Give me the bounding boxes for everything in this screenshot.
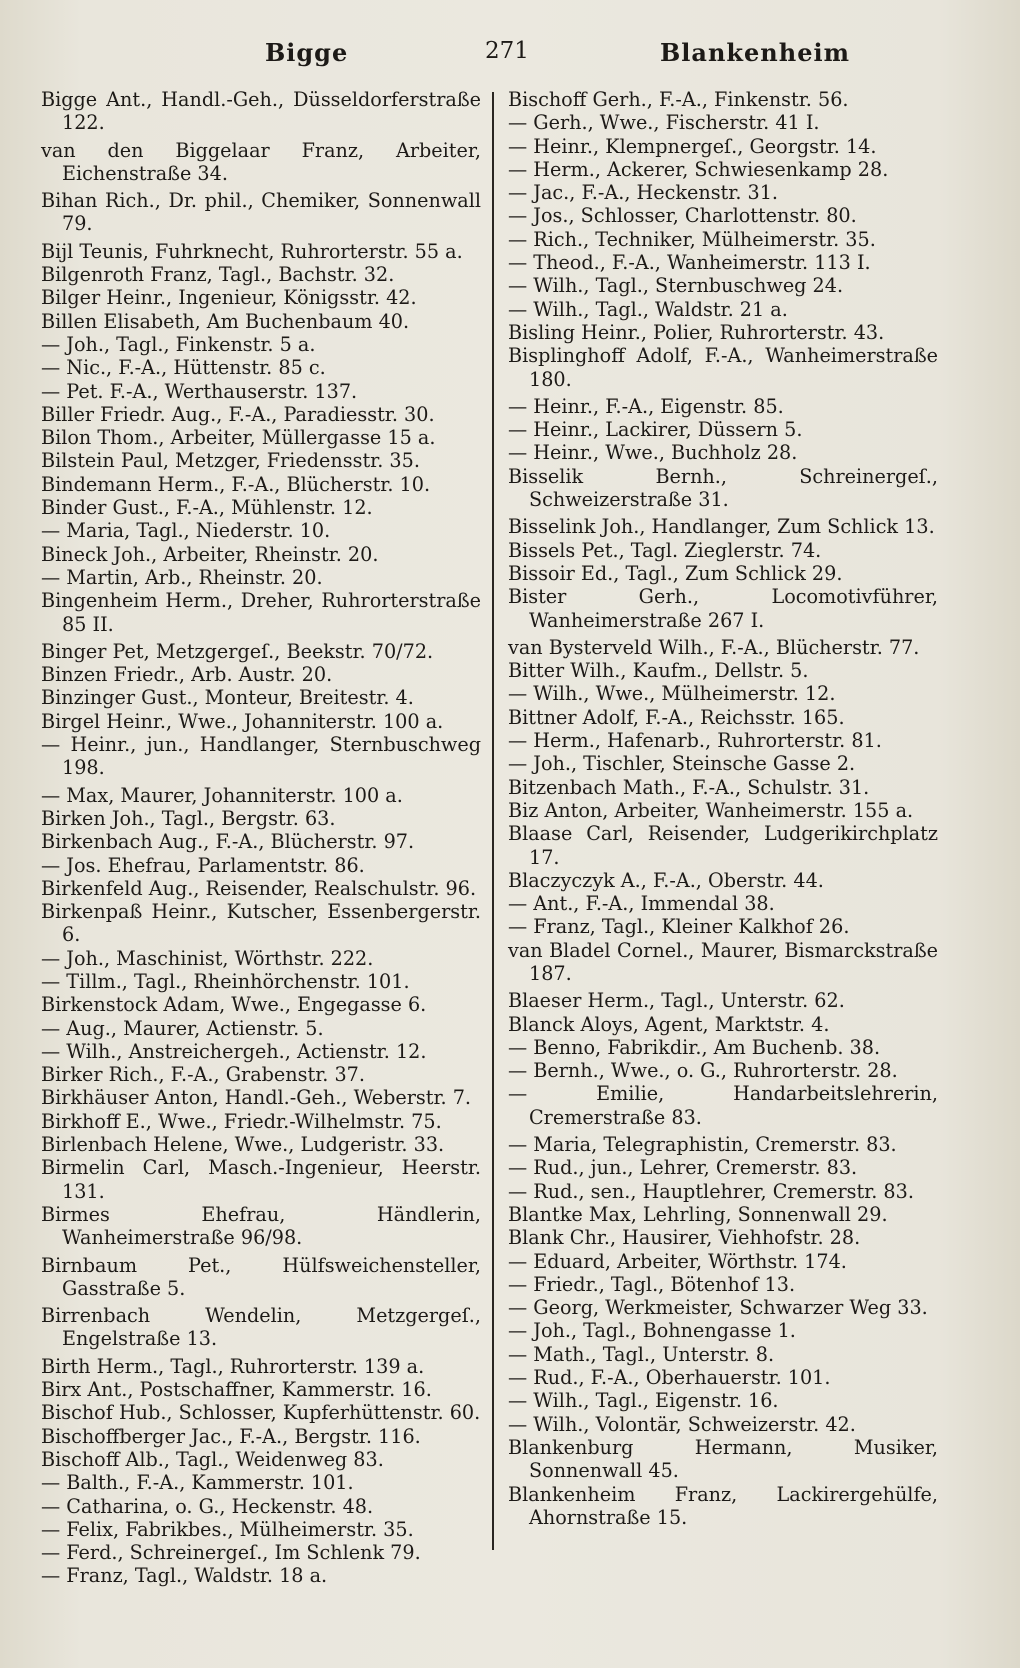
directory-entry: Birx Ant., Postschaffner, Kammerstr. 16. (41, 1378, 432, 1402)
directory-entry: Blaase Carl, Reisender, Ludgerikirchplatz 17. (508, 822, 938, 869)
directory-entry: Blantke Max, Lehrling, Sonnenwall 29. (508, 1202, 888, 1226)
directory-entry: — Benno, Fabrikdir., Am Buchenb. 38. (508, 1035, 881, 1059)
directory-entry: — Bernh., Wwe., o. G., Ruhrorterstr. 28. (508, 1059, 898, 1083)
directory-entry: Bitter Wilh., Kaufm., Dellstr. 5. (508, 659, 809, 683)
directory-entry: van den Biggelaar Franz, Arbeiter, Eichenstraße 34. (41, 138, 481, 185)
directory-entry: — Eduard, Arbeiter, Wörthstr. 174. (508, 1249, 847, 1273)
directory-entry: — Joh., Tischler, Steinsche Gasse 2. (508, 752, 856, 776)
directory-entry: — Heinr., Lackirer, Düssern 5. (508, 418, 803, 442)
directory-entry: Bilger Heinr., Ingenieur, Königsstr. 42. (41, 286, 417, 310)
directory-entry: — Tillm., Tagl., Rheinhörchenstr. 101. (41, 969, 410, 993)
directory-entry: — Franz, Tagl., Waldstr. 18 a. (41, 1564, 328, 1588)
directory-entry: — Georg, Werkmeister, Schwarzer Weg 33. (508, 1296, 928, 1320)
directory-entry: — Rud., sen., Hauptlehrer, Cremerstr. 83. (508, 1179, 914, 1203)
directory-entry: Bischoff Alb., Tagl., Weidenweg 83. (41, 1447, 384, 1471)
directory-entry: Bihan Rich., Dr. phil., Chemiker, Sonnenwall 79. (41, 189, 481, 236)
directory-entry: Birmes Ehefrau, Händlerin, Wanheimerstraße 96/98. (41, 1202, 481, 1250)
directory-entry: — Ferd., Schreinergeſ., Im Schlenk 79. (41, 1541, 421, 1565)
directory-entry: Blanck Aloys, Agent, Marktstr. 4. (508, 1012, 830, 1036)
directory-entry: — Wilh., Volontär, Schweizerstr. 42. (508, 1412, 856, 1436)
directory-entry: Birkenstock Adam, Wwe., Engegasse 6. (41, 993, 427, 1017)
directory-entry: Bissels Pet., Tagl. Zieglerstr. 74. (508, 538, 822, 562)
directory-entry: Birmelin Carl, Masch.-Ingenieur, Heerstr. 131. (41, 1156, 481, 1203)
directory-entry: Birlenbach Helene, Wwe., Ludgeristr. 33. (41, 1133, 445, 1157)
directory-entry: Bindemann Herm., F.-A., Blücherstr. 10. (41, 472, 431, 496)
directory-entry: — Heinr., Wwe., Buchholz 28. (508, 441, 798, 465)
directory-entry: — Emilie, Handarbeitslehrerin, Cremerstraße 83. (508, 1082, 938, 1129)
directory-entry: — Max, Maurer, Johanniterstr. 100 a. (41, 783, 403, 807)
directory-entry: — Rich., Techniker, Mülheimerstr. 35. (508, 227, 876, 251)
directory-entry: — Ant., F.-A., Immendal 38. (508, 892, 775, 916)
directory-entry: Bissoir Ed., Tagl., Zum Schlick 29. (508, 561, 843, 585)
directory-entry: Birker Rich., F.-A., Grabenstr. 37. (41, 1063, 365, 1087)
directory-entry: — Wilh., Tagl., Eigenstr. 16. (508, 1389, 779, 1413)
directory-entry: Bisselik Bernh., Schreinergeſ., Schweizerstraße 31. (508, 464, 938, 512)
directory-entry: Bisplinghoff Adolf, F.-A., Wanheimerstraße 180. (508, 344, 938, 391)
directory-entry: Birkenbach Aug., F.-A., Blücherstr. 97. (41, 830, 415, 854)
directory-entry: — Friedr., Tagl., Bötenhof 13. (508, 1272, 796, 1296)
directory-entry: Bilon Thom., Arbeiter, Müllergasse 15 a. (41, 426, 436, 450)
directory-entry: Bineck Joh., Arbeiter, Rheinstr. 20. (41, 542, 379, 566)
directory-entry: — Heinr., jun., Handlanger, Sternbuschweg 198. (41, 733, 481, 780)
directory-entry: Birgel Heinr., Wwe., Johanniterstr. 100 a. (41, 709, 444, 733)
directory-entry: — Wilh., Anstreichergeh., Actienstr. 12. (41, 1039, 427, 1063)
directory-entry: Blaeser Herm., Tagl., Unterstr. 62. (508, 989, 845, 1013)
directory-entry: — Jos. Ehefrau, Parlamentstr. 86. (41, 853, 365, 877)
directory-entry: Birkenpaß Heinr., Kutscher, Essenbergerstr. 6. (41, 900, 481, 947)
page-header (40, 38, 850, 72)
directory-entry: — Maria, Telegraphistin, Cremerstr. 83. (508, 1133, 897, 1157)
directory-entry: — Heinr., F.-A., Eigenstr. 85. (508, 394, 784, 418)
directory-entry: Blankenheim Franz, Lackirergehülfe, Ahornstraße 15. (508, 1482, 938, 1529)
directory-entry: — Gerh., Wwe., Fischerstr. 41 I. (508, 111, 820, 135)
directory-entry: — Balth., F.-A., Kammerstr. 101. (41, 1471, 354, 1495)
directory-entry: — Maria, Tagl., Niederstr. 10. (41, 519, 331, 543)
directory-entry: Bischoffberger Jac., F.-A., Bergstr. 116. (41, 1424, 421, 1448)
directory-entry: — Rud., F.-A., Oberhauerstr. 101. (508, 1366, 831, 1390)
directory-entry: Birth Herm., Tagl., Ruhrorterstr. 139 a. (41, 1354, 425, 1378)
directory-entry: Birken Joh., Tagl., Bergstr. 63. (41, 806, 336, 830)
directory-entry: — Jos., Schlosser, Charlottenstr. 80. (508, 204, 857, 228)
directory-entry: — Joh., Maschinist, Wörthstr. 222. (41, 946, 374, 970)
directory-entry: Birkhoff E., Wwe., Friedr.-Wilhelmstr. 75. (41, 1109, 442, 1133)
directory-entry: — Rud., jun., Lehrer, Cremerstr. 83. (508, 1156, 858, 1180)
header-first-entry: Bigge (265, 38, 349, 67)
directory-entry: Binzinger Gust., Monteur, Breitestr. 4. (41, 686, 414, 710)
directory-entry: Biz Anton, Arbeiter, Wanheimerstr. 155 a. (508, 798, 914, 822)
page-number: 271 (485, 38, 529, 64)
directory-entry: — Martin, Arb., Rheinstr. 20. (41, 565, 323, 589)
directory-entry: Blaczyczyk A., F.-A., Oberstr. 44. (508, 868, 824, 892)
directory-entry: — Heinr., Klempnergeſ., Georgstr. 14. (508, 134, 877, 158)
directory-entry: Blank Chr., Hausirer, Viehhofstr. 28. (508, 1226, 861, 1250)
directory-entry: — Math., Tagl., Unterstr. 8. (508, 1342, 775, 1366)
directory-entry: — Joh., Tagl., Finkenstr. 5 a. (41, 332, 316, 356)
directory-entry: Bittner Adolf, F.-A., Reichsstr. 165. (508, 705, 845, 729)
directory-entry: — Wilh., Tagl., Sternbuschweg 24. (508, 274, 844, 298)
directory-entry: Bigge Ant., Handl.-Geh., Düsseldorferstraße 122. (41, 88, 481, 135)
directory-entry: Bingenheim Herm., Dreher, Ruhrorterstraße 85 II. (41, 589, 481, 636)
directory-entry: — Pet. F.-A., Werthauserstr. 137. (41, 379, 358, 403)
directory-entry: — Herm., Ackerer, Schwiesenkamp 28. (508, 157, 889, 181)
right-column (508, 88, 938, 1529)
directory-entry: — Jac., F.-A., Heckenstr. 31. (508, 181, 779, 205)
left-column (41, 88, 481, 1588)
directory-entry: — Aug., Maurer, Actienstr. 5. (41, 1016, 324, 1040)
directory-entry: van Bladel Cornel., Maurer, Bismarckstraße 187. (508, 938, 938, 985)
directory-entry: Birkenfeld Aug., Reisender, Realschulstr. 96. (41, 876, 477, 900)
directory-entry: — Wilh., Tagl., Waldstr. 21 a. (508, 297, 788, 321)
column-divider (492, 92, 494, 1550)
directory-entry: — Felix, Fabrikbes., Mülheimerstr. 35. (41, 1517, 414, 1541)
directory-entry: — Nic., F.-A., Hüttenstr. 85 c. (41, 356, 326, 380)
directory-entry: Bisselink Joh., Handlanger, Zum Schlick 13. (508, 515, 935, 539)
directory-entry: Birrenbach Wendelin, Metzgergeſ., Engelstraße 13. (41, 1304, 481, 1351)
directory-entry: — Joh., Tagl., Bohnengasse 1. (508, 1319, 796, 1343)
directory-entry: Biller Friedr. Aug., F.-A., Paradiesstr. 30. (41, 402, 435, 426)
directory-entry: Billen Elisabeth, Am Buchenbaum 40. (41, 309, 410, 333)
directory-entry: Birkhäuser Anton, Handl.-Geh., Weberstr. 7. (41, 1086, 472, 1110)
directory-entry: Bischof Hub., Schlosser, Kupferhüttenstr. 60. (41, 1401, 481, 1425)
directory-entry: Bilstein Paul, Metzger, Friedensstr. 35. (41, 449, 420, 473)
directory-entry: Bisling Heinr., Polier, Ruhrorterstr. 43. (508, 320, 885, 344)
directory-entry: — Theod., F.-A., Wanheimerstr. 113 I. (508, 251, 871, 275)
directory-entry: Binger Pet, Metzgergeſ., Beekstr. 70/72. (41, 639, 434, 663)
directory-entry: — Wilh., Wwe., Mülheimerstr. 12. (508, 682, 836, 706)
directory-entry: Bister Gerh., Locomotivführer, Wanheimerstraße 267 I. (508, 585, 938, 632)
directory-entry: — Herm., Hafenarb., Ruhrorterstr. 81. (508, 729, 882, 753)
header-last-entry: Blankenheim (660, 38, 850, 67)
directory-entry: Blankenburg Hermann, Musiker, Sonnenwall 45. (508, 1435, 938, 1483)
directory-entry: Bilgenroth Franz, Tagl., Bachstr. 32. (41, 263, 395, 287)
directory-entry: Binzen Friedr., Arb. Austr. 20. (41, 663, 333, 687)
directory-entry: Birnbaum Pet., Hülfsweichensteller, Gasstraße 5. (41, 1253, 481, 1300)
directory-entry: — Catharina, o. G., Heckenstr. 48. (41, 1494, 374, 1518)
directory-entry: Binder Gust., F.-A., Mühlenstr. 12. (41, 496, 373, 520)
directory-entry: — Franz, Tagl., Kleiner Kalkhof 26. (508, 915, 850, 939)
directory-entry: van Bysterveld Wilh., F.-A., Blücherstr. 77. (508, 635, 920, 659)
directory-entry: Bijl Teunis, Fuhrknecht, Ruhrorterstr. 55 a. (41, 239, 463, 263)
directory-entry: Bischoff Gerh., F.-A., Finkenstr. 56. (508, 88, 849, 111)
directory-entry: Bitzenbach Math., F.-A., Schulstr. 31. (508, 775, 870, 799)
